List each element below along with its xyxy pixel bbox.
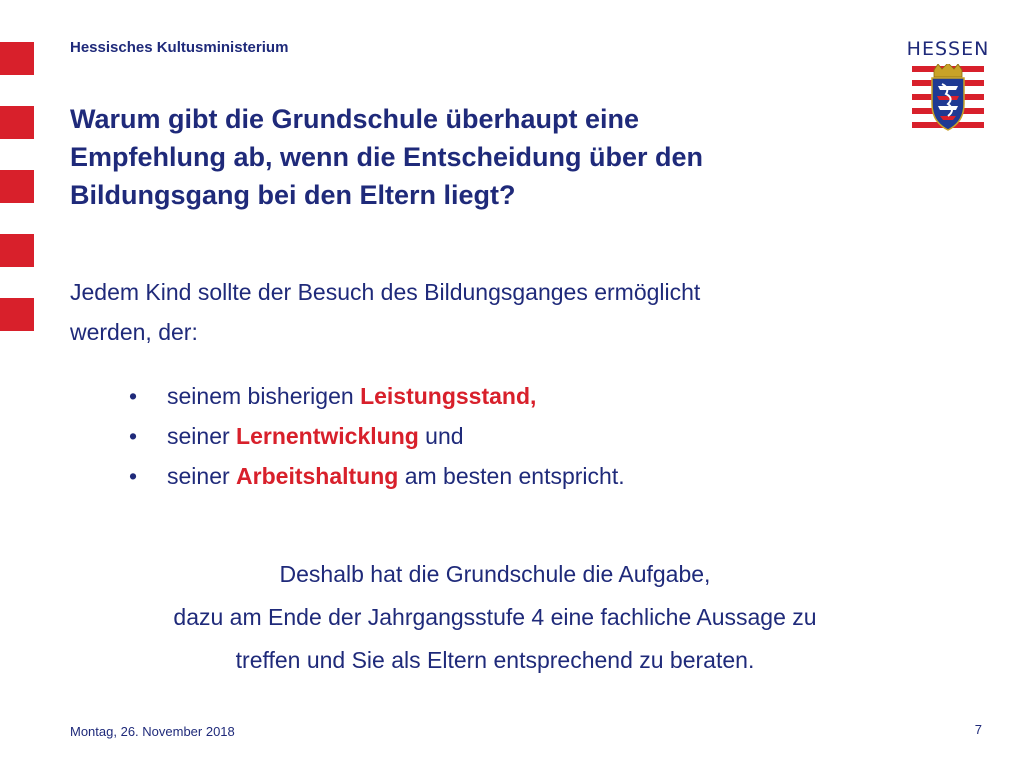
title-line: Empfehlung ab, wenn die Entscheidung über den bbox=[70, 142, 704, 172]
list-item bbox=[125, 456, 625, 496]
bullet-highlight: Arbeitshaltung bbox=[236, 463, 399, 489]
page-number: 7 bbox=[974, 722, 982, 737]
side-mark bbox=[0, 298, 34, 331]
list-item bbox=[125, 416, 625, 456]
conclusion-text bbox=[60, 553, 930, 682]
conclusion-line: Deshalb hat die Grundschule die Aufgabe, bbox=[279, 561, 711, 587]
conclusion-line: dazu am Ende der Jahrgangsstufe 4 eine fachliche Aussage zu bbox=[173, 604, 817, 630]
bullet-highlight: Leistungsstand, bbox=[360, 383, 537, 409]
title-line: Warum gibt die Grundschule überhaupt eine bbox=[70, 104, 640, 134]
bullet-icon: • bbox=[129, 463, 138, 489]
bullet-text: seinem bisherigen bbox=[167, 383, 361, 409]
side-mark bbox=[0, 42, 34, 75]
bullet-text: seiner bbox=[167, 463, 237, 489]
title-line: Bildungsgang bei den Eltern liegt? bbox=[70, 180, 516, 210]
bullet-text: und bbox=[418, 423, 464, 449]
organization-name: Hessisches Kultusministerium bbox=[70, 39, 289, 56]
bullet-text: seiner bbox=[167, 423, 237, 449]
side-mark bbox=[0, 234, 34, 267]
conclusion-line: treffen und Sie als Eltern entsprechend zu beraten. bbox=[235, 647, 755, 673]
intro-line: Jedem Kind sollte der Besuch des Bildungsganges ermöglicht bbox=[70, 279, 701, 305]
footer-date: Montag, 26. November 2018 bbox=[70, 724, 235, 739]
intro-text bbox=[70, 272, 700, 352]
hessen-logo bbox=[906, 38, 990, 138]
slide-title bbox=[70, 100, 910, 214]
side-mark bbox=[0, 170, 34, 203]
side-mark bbox=[0, 106, 34, 139]
criteria-list bbox=[125, 376, 625, 496]
bullet-highlight: Lernentwicklung bbox=[236, 423, 419, 449]
hessen-coat-of-arms-icon bbox=[912, 64, 984, 134]
bullet-icon: • bbox=[129, 383, 138, 409]
bullet-icon: • bbox=[129, 423, 138, 449]
list-item bbox=[125, 376, 625, 416]
bullet-text: am besten entspricht. bbox=[398, 463, 625, 489]
intro-line: werden, der: bbox=[70, 319, 198, 345]
logo-wordmark: HESSEN bbox=[906, 38, 990, 60]
